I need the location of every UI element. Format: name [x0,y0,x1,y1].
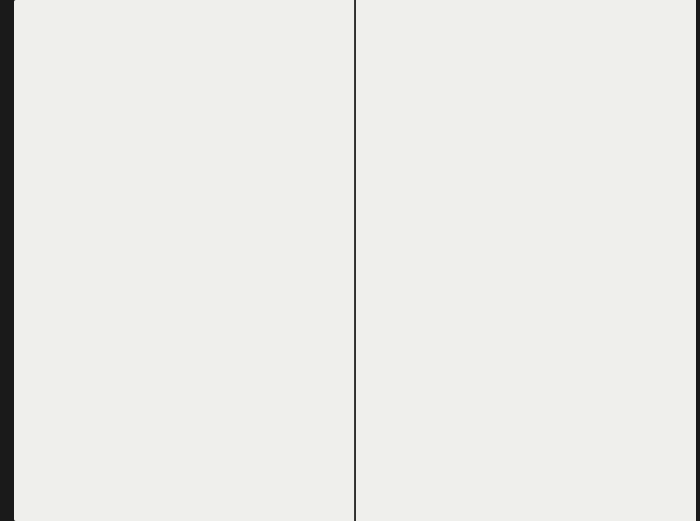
right-page [356,0,696,521]
left-page [14,0,354,521]
